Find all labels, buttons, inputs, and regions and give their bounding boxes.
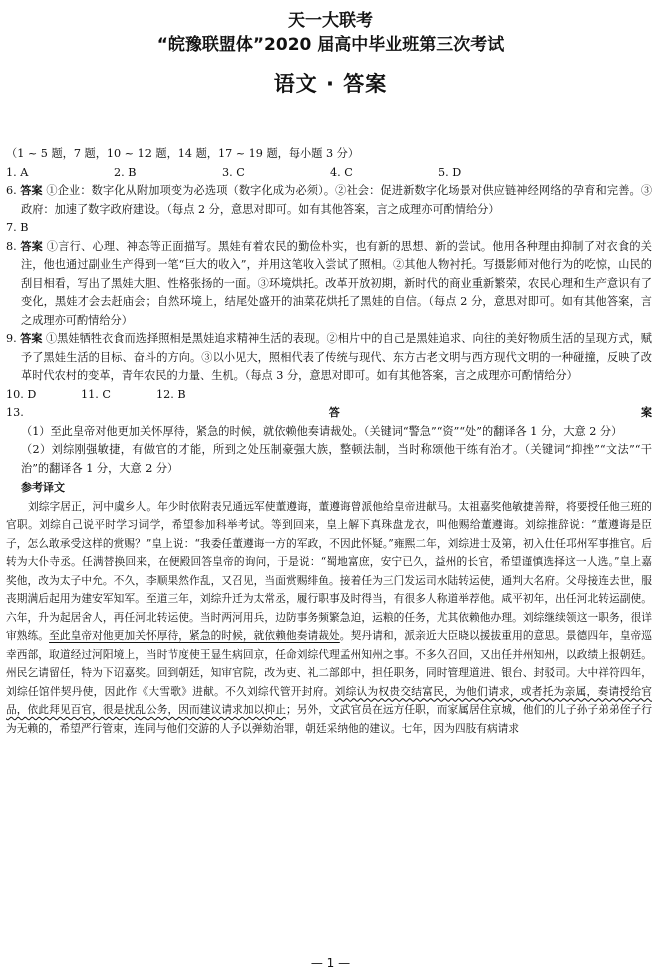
exam-series-title: 天一大联考 xyxy=(288,11,373,31)
q9-text: ①黑娃牺牲衣食而选择照相是黑娃追求精神生活的表现。②相片中的自己是黑娃追求、向往的美好物质生活的呈现方式，赋予了黑娃生活的目标、奋斗的方向。③以小见大，照相代表了传统与现代、东方古老文明与西方现代文明的一种碰撞，反映了改革时代农村的变革，青年农民的力量、生机。（每点 3 分，意思对即可。如有其他答案，言之成理亦可酌情给分） xyxy=(21,332,652,382)
reference-translation xyxy=(6,498,652,739)
q6-answer-tag: 答案 xyxy=(20,184,43,197)
mc-answer-12: 12. B xyxy=(156,387,186,401)
q8-answer-tag: 答案 xyxy=(20,239,43,253)
answer-q6 xyxy=(6,182,652,219)
q8-text: ①言行、心理、神态等正面描写。黑娃有着农民的勤俭朴实，也有新的思想、新的尝试。他用各种理由抑制了对衣食的关注，他也通过副业生产得到一笔“巨大的收入”，并用这笔收入尝试了照相。②其他人物衬托。写摄影师对他行为的吃惊，山民的刮目相看，写出了黑娃大胆、性格张扬的一面。③环境烘托。改革开放初期，新时代的商业重新繁荣，农民心理和生产意识有了变化，黑娃才会去赶庙会；自然环境上，结尾处盛开的油菜花烘托了黑娃的自信。（每点 2 分，意思对即可。如有其他答案，言之成理亦可酌情给分） xyxy=(21,239,652,327)
mc-answer-10: 10. D xyxy=(6,387,37,401)
subject-answer-title: 语文 · 答案 xyxy=(273,72,388,96)
q8-number: 8. xyxy=(6,239,17,253)
translation-seg-1: 刘综字居正，河中虞乡人。年少时依附表兄通远军使董遵诲，董遵诲曾派他给皇帝进献马。太祖嘉奖他敏捷善辩，将要授任他三班的官职。刘综自己说平时学习词学，希望参加科举考试。等到回来，皇上解下真珠盘龙衣，叫他赐给董遵诲。刘综推辞说：“董遵诲是臣子，怎么敢承受这样的赏赐？”皇上说：“我委任董遵诲一方的军政，不因此怀疑。”雍熙二年，刘综进士及第，初入仕任邛州军事推官。后转为大仆寺丞。任满替换回来，在便殿回答皇帝的询问，于是说：“蜀地富庶，安宁已久，益州的长官，希望谨慎选择这一人选。”皇上嘉奖他，改为太子中允。不久，李顺果然作乱，又召见，当面赏赐绯鱼。接着任为三门发运司水陆转运使，通判大名府。父母接连去世，服丧期满后起用为建安军知军。至道三年，刘综升迁为太常丞，履行职事及时得当，有很多人称道举荐他。咸平初年，出任河北转运副使。六年，升为起居舍人，再任河北转运使。当时两河用兵，边防事务频繁急迫，运粮的任务，尤其依赖他办理。刘综继续领这一职务，很详审熟练。 xyxy=(6,499,652,642)
translation-underlined-2: 刘综认为权贵交结富民，为他们请求，或者托为亲属，奏请授给官品，依此拜见百官，很是扰乱公务，因而建议请求加以抑止 xyxy=(6,684,652,716)
mc-answers-row-1 xyxy=(6,164,652,183)
answer-q8 xyxy=(6,238,652,331)
mc-answer-3: 3. C xyxy=(222,165,245,179)
q6-text: ①企业：数字化从附加项变为必选项（数字化成为必须）。②社会：促进新数字化场景对供应链神经网络的孕育和完善。③政府：加速了数字政府建设。（每点 2 分，意思对即可。如有其他答案，言之成理亦可酌情给分） xyxy=(21,184,653,216)
mc-answers-row-2 xyxy=(6,386,652,405)
scoring-note: （1 ~ 5 题，7 题，10 ~ 12 题，14 题，17 ~ 19 题，每小题 3 分） xyxy=(6,147,360,160)
answer-q13-part2: （2）刘综刚强敏捷，有做官的才能，所到之处压制豪强大族，整顿法制，当时称颂他干练有治才。（关键词“抑挫”“文法”“干治”的翻译各 1 分，大意 2 分） xyxy=(21,443,652,475)
answer-q9 xyxy=(6,330,652,386)
answer-q13-part1 xyxy=(6,404,652,441)
mc-answer-5: 5. D xyxy=(438,165,462,179)
q13-part1-text: （1）至此皇帝对他更加关怀厚待，紧急的时候，就依赖他奏请裁处。（关键词“警急”“资”“处”的翻译各 1 分，大意 2 分） xyxy=(21,424,623,438)
page-number: — 1 — xyxy=(310,956,351,970)
mc-answer-2: 2. B xyxy=(114,165,137,179)
translation-seg-3: ；另外，文武官员在远方任职，而家属居住京城，他们的儿子孙子弟弟侄子行为无赖的，希望严行管束，连同与他们交游的人予以弹劾治罪，朝廷采纳他的建议。七年，因为四肢有病请求 xyxy=(6,703,652,735)
q6-number: 6. xyxy=(6,184,17,197)
translation-heading: 参考译文 xyxy=(21,481,65,494)
q9-number: 9. xyxy=(6,332,17,345)
mc-answer-1: 1. A xyxy=(6,165,29,179)
translation-seg-2: 。契丹请和，派亲近大臣晓以援拔重用的意思。景德四年，皇帝巡幸西部，取道经过河阳境上，当时节度使王显生病回京，任命刘综代理孟州知州之事。不多久召回，又出任并州知州，以政绩上报朝廷。州民乞请留任，特为下诏嘉奖。回到朝廷，知审官院，改为吏、礼二部郎中，担任职务，同时管理道进、银台、封驳司。大中祥符四年，刘综任馆伴契丹使，因此作《大雪歌》进献。不久刘综代管开封府。 xyxy=(6,629,652,698)
q13-answer-tag: 答案 xyxy=(328,406,653,419)
q13-number: 13. xyxy=(6,406,24,419)
answer-q7: 7. B xyxy=(6,221,29,234)
mc-answer-11: 11. C xyxy=(81,387,111,401)
translation-underlined-1: 至此皇帝对他更加关怀厚待，紧急的时候，就依赖他奏请裁处 xyxy=(49,629,340,642)
q9-answer-tag: 答案 xyxy=(20,332,43,345)
exam-name-title: “皖豫联盟体”2020 届高中毕业班第三次考试 xyxy=(156,35,505,55)
mc-answer-4: 4. C xyxy=(330,165,353,179)
answer-content xyxy=(6,145,652,738)
